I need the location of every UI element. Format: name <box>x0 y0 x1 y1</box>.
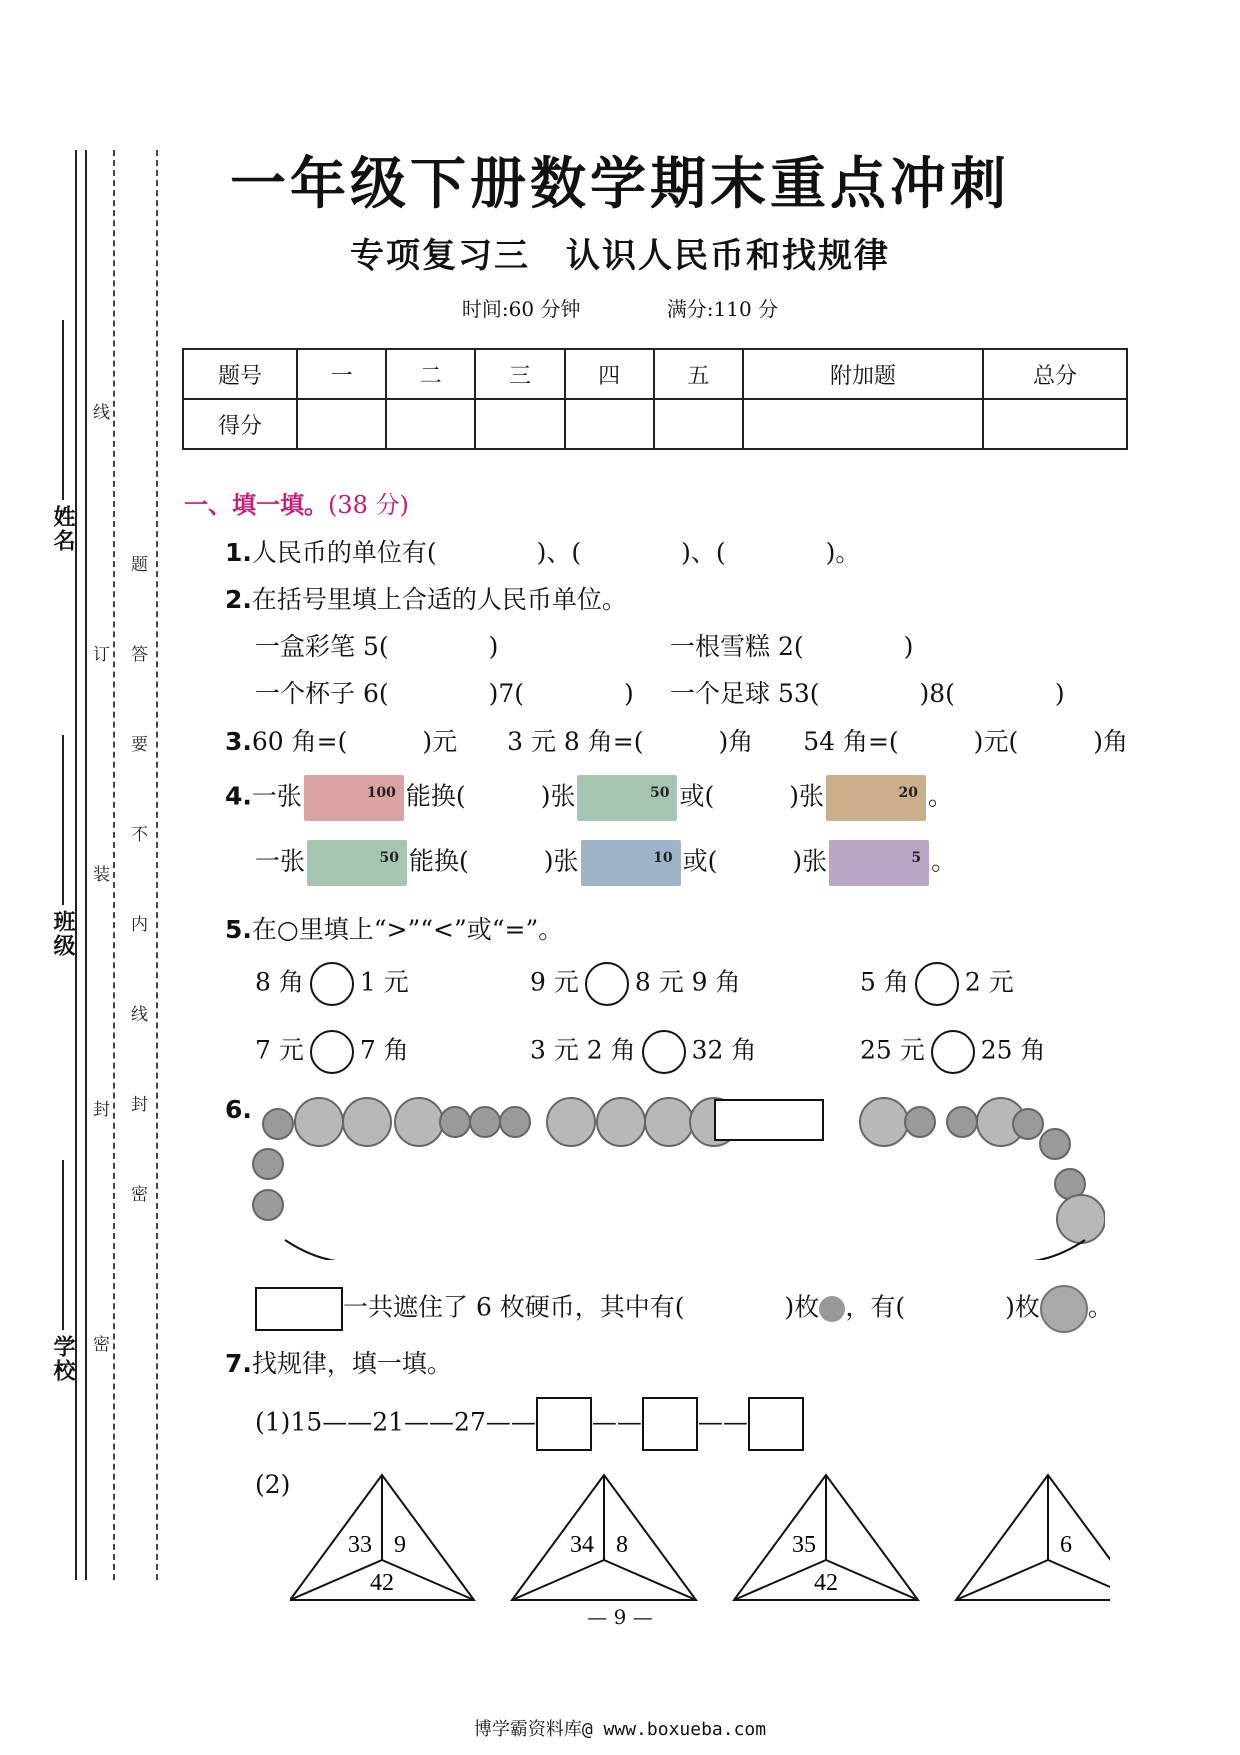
five-jiao-coin <box>500 1107 530 1137</box>
five-jiao-coin <box>440 1107 470 1137</box>
compare-left: 7 元 <box>255 1035 304 1065</box>
compare-left: 9 元 <box>530 967 579 997</box>
triangle-outline <box>956 1475 1110 1600</box>
binding-word: 线 <box>131 1005 148 1025</box>
small-coin-icon <box>819 1296 845 1322</box>
q2-item: 一根雪糕 2( ) <box>670 632 914 661</box>
q4-text: )张 <box>792 846 828 876</box>
score-table <box>182 348 1128 450</box>
one-yuan-coin <box>645 1098 693 1146</box>
score-cell[interactable] <box>743 399 983 449</box>
question-number: 7. <box>225 1349 252 1378</box>
binding-word: 答 <box>131 645 148 665</box>
score-cell[interactable] <box>983 399 1127 449</box>
header-cell: 二 <box>386 349 475 399</box>
five-jiao-coin <box>253 1149 283 1179</box>
triangle-puzzles <box>290 1470 1110 1610</box>
binding-word: 密 <box>93 1335 110 1355</box>
footer-watermark: 博学霸资料库@ www.boxueba.com <box>473 1719 767 1740</box>
sequence-number: 21 <box>372 1407 405 1437</box>
class-label: 班级 <box>50 910 76 958</box>
exam-meta <box>0 293 1240 322</box>
banknote-value: 50 <box>649 785 670 801</box>
compare-right: 32 角 <box>691 1035 757 1065</box>
part-label: (2) <box>255 1470 291 1499</box>
triangle-number: 35 <box>792 1532 816 1558</box>
question-text: 60 角=( )元 3 元 8 角=( )角 54 角=( )元( )角 <box>251 727 1128 756</box>
five-jiao-coin <box>253 1190 283 1220</box>
page-subtitle: 专项复习三 认识人民币和找规律 <box>350 236 890 276</box>
score-table-header <box>183 349 1127 399</box>
answer-circle[interactable] <box>915 962 959 1006</box>
binding-word: 要 <box>131 735 148 755</box>
question-text: 找规律，填一填。 <box>251 1349 452 1378</box>
question-text: 在○里填上“>”“<”或“=”。 <box>251 915 564 944</box>
q4-text: )张 <box>789 781 825 811</box>
binding-dashed-line <box>156 150 158 1580</box>
binding-word: 题 <box>131 555 148 575</box>
compare-right: 7 角 <box>359 1035 409 1065</box>
header-cell: 附加题 <box>743 349 983 399</box>
q4-text: 或( <box>679 781 715 811</box>
question-2 <box>225 580 627 616</box>
binding-word: 装 <box>93 865 110 885</box>
q6-text: 。 <box>1087 1292 1113 1322</box>
binding-word: 不 <box>131 825 148 845</box>
one-yuan-coin <box>597 1098 645 1146</box>
q6-answer-line <box>255 1285 1113 1333</box>
header-cell: 一 <box>297 349 386 399</box>
banknote-image <box>577 775 677 821</box>
name-label: 姓名 <box>50 505 76 553</box>
compare-item <box>255 962 409 1006</box>
binding-word: 封 <box>93 1100 110 1120</box>
name-blank <box>62 320 64 500</box>
binding-word: 封 <box>131 1095 148 1115</box>
margin-line <box>85 150 87 1580</box>
header-cell: 五 <box>654 349 743 399</box>
header-cell: 三 <box>475 349 564 399</box>
five-jiao-coin <box>947 1107 977 1137</box>
score-table-row <box>183 399 1127 449</box>
compare-item <box>255 1030 409 1074</box>
one-yuan-coin <box>1057 1195 1105 1243</box>
answer-circle[interactable] <box>585 962 629 1006</box>
question-number: 4. <box>225 781 252 811</box>
banknote-image <box>304 775 404 821</box>
compare-right: 2 元 <box>964 967 1014 997</box>
binding-word: 订 <box>93 645 110 665</box>
question-number: 2. <box>225 585 252 614</box>
five-jiao-coin <box>1013 1109 1043 1139</box>
page-title: 一年级下册数学期末重点冲刺 <box>230 151 1010 217</box>
q2-item: 一个足球 53( )8( ) <box>670 679 1065 708</box>
necklace-curve <box>285 1240 345 1260</box>
question-number: 5. <box>225 915 252 944</box>
triangle-number: 42 <box>370 1570 394 1596</box>
section-label: 一、填一填。 <box>184 490 328 519</box>
triangle-number: 42 <box>814 1570 838 1596</box>
triangle-number: 34 <box>570 1532 594 1558</box>
question-number: 6. <box>225 1095 252 1124</box>
question-3 <box>225 722 1128 758</box>
q6-text: ，有( )枚 <box>845 1292 1040 1322</box>
compare-left: 3 元 2 角 <box>530 1035 636 1065</box>
answer-box[interactable] <box>255 1287 343 1331</box>
question-text: 人民币的单位有( )、( )、( )。 <box>251 538 861 567</box>
full-score: 满分:110 分 <box>666 297 779 321</box>
triangle-number: 9 <box>394 1532 406 1558</box>
one-yuan-coin <box>395 1098 443 1146</box>
coin-chain <box>253 1098 1105 1243</box>
triangle-number: 6 <box>1060 1532 1072 1558</box>
compare-left: 25 元 <box>860 1035 925 1065</box>
question-5 <box>225 910 563 946</box>
one-yuan-coin <box>295 1098 343 1146</box>
answer-circle[interactable] <box>310 1030 354 1074</box>
binding-dashed-line <box>113 150 115 1580</box>
triangle-group <box>290 1475 1110 1600</box>
question-number: 3. <box>225 727 252 756</box>
school-label: 学校 <box>50 1335 76 1383</box>
five-jiao-coin <box>470 1107 500 1137</box>
compare-right: 1 元 <box>359 967 409 997</box>
large-coin-icon <box>1040 1285 1088 1333</box>
header-cell: 题号 <box>183 349 297 399</box>
answer-circle[interactable] <box>310 962 354 1006</box>
question-4-line-2: 一张 50 能换( )张 10 或( )张 5 。 <box>255 840 956 886</box>
score-cell[interactable] <box>654 399 743 449</box>
score-cell[interactable] <box>565 399 654 449</box>
q7-part-1: (1)15——21——27—— —— —— <box>255 1397 804 1451</box>
one-yuan-coin <box>860 1098 908 1146</box>
score-cell[interactable] <box>386 399 475 449</box>
compare-item <box>860 962 1014 1006</box>
score-cell[interactable] <box>475 399 564 449</box>
banknote-image <box>307 840 407 886</box>
answer-circle[interactable] <box>642 1030 686 1074</box>
q4-text: 一张 <box>251 781 302 811</box>
q4-text: 能换( <box>409 846 469 876</box>
hidden-coins-box <box>715 1100 823 1140</box>
answer-circle[interactable] <box>931 1030 975 1074</box>
one-yuan-coin <box>547 1098 595 1146</box>
five-jiao-coin <box>1040 1129 1070 1159</box>
section-points: (38 分) <box>328 491 409 519</box>
compare-left: 8 角 <box>255 967 304 997</box>
q2-item: 一盒彩笔 5( ) <box>255 632 499 661</box>
question-7 <box>225 1344 452 1380</box>
q4-text: )张 <box>540 781 576 811</box>
triangle-number: 8 <box>616 1532 628 1558</box>
compare-item <box>530 1030 756 1074</box>
banknote-value: 10 <box>653 850 673 866</box>
section-heading <box>184 485 409 520</box>
sequence-number: 27 <box>454 1407 486 1437</box>
part-label: (1) <box>255 1407 291 1437</box>
banknote-image <box>826 775 926 821</box>
page-number: — 9 — <box>587 1605 653 1629</box>
q4-text: 或( <box>682 846 718 876</box>
q2-item: 一个杯子 6( )7( ) <box>255 679 634 708</box>
triangle-divider <box>1048 1560 1110 1600</box>
q6-text: 一共遮住了 6 枚硬币，其中有( )枚 <box>343 1292 820 1322</box>
q4-text: 一张 <box>255 846 306 876</box>
question-text: 在括号里填上合适的人民币单位。 <box>251 585 627 614</box>
triangle-number: 33 <box>348 1532 372 1558</box>
banknote-image <box>829 840 929 886</box>
compare-left: 5 角 <box>860 967 909 997</box>
answer-box[interactable] <box>748 1397 804 1451</box>
banknote-value: 20 <box>898 785 919 801</box>
compare-right: 25 角 <box>980 1035 1046 1065</box>
score-cell[interactable] <box>297 399 386 449</box>
school-blank <box>62 1160 64 1330</box>
binding-word: 线 <box>93 403 110 423</box>
banknote-value: 50 <box>379 850 400 866</box>
compare-item <box>530 962 741 1006</box>
banknote-value: 5 <box>911 850 922 866</box>
five-jiao-coin <box>263 1109 293 1139</box>
binding-word: 密 <box>131 1185 148 1205</box>
q4-text: )张 <box>543 846 579 876</box>
header-cell: 四 <box>565 349 654 399</box>
compare-right: 8 元 9 角 <box>634 967 741 997</box>
class-blank <box>62 735 64 905</box>
binding-word: 内 <box>131 915 148 935</box>
header-cell: 总分 <box>983 349 1127 399</box>
banknote-image <box>581 840 681 886</box>
coin-necklace <box>245 1090 1105 1260</box>
one-yuan-coin <box>343 1098 391 1146</box>
row-label: 得分 <box>183 399 297 449</box>
time-limit: 时间:60 分钟 <box>461 297 581 321</box>
q4-text: 能换( <box>405 781 466 811</box>
answer-box[interactable] <box>536 1397 592 1451</box>
question-1 <box>225 533 860 569</box>
question-number: 1. <box>225 538 252 567</box>
compare-item <box>860 1030 1046 1074</box>
answer-box[interactable] <box>642 1397 698 1451</box>
banknote-value: 100 <box>366 785 396 801</box>
sequence-number: 15 <box>290 1407 323 1437</box>
question-4-line-1: 4.一张 100 能换( )张 50 或( )张 20 。 <box>225 775 953 821</box>
five-jiao-coin <box>905 1107 935 1137</box>
